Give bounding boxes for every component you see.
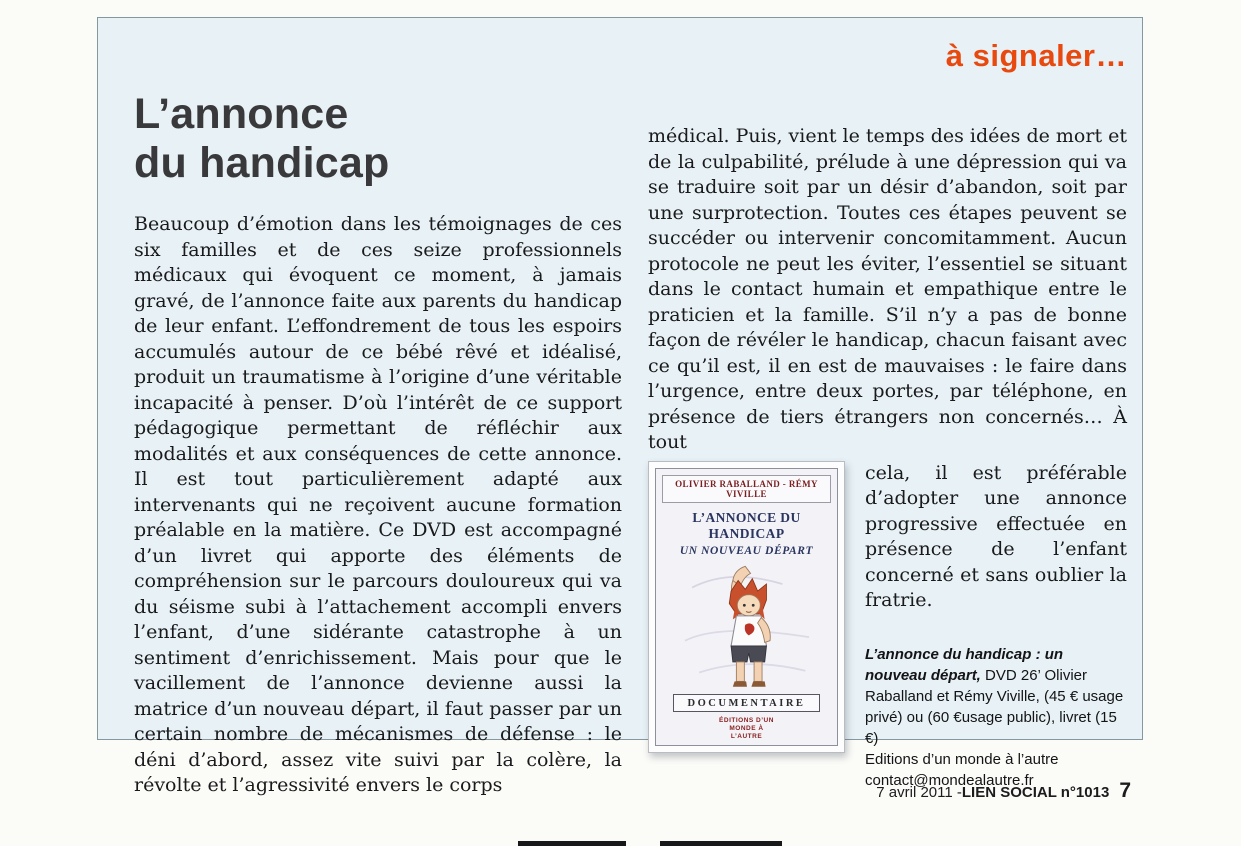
right-column bbox=[648, 124, 1127, 791]
caption-publisher: Editions d’un monde à l’autre bbox=[865, 750, 1059, 768]
section-label: à signaler… bbox=[945, 38, 1127, 73]
caption-body: DVD 26’ Olivier Raballand et Rémy Viville, (45 € usage privé) ou (60 €usage public), livret (15 €) bbox=[865, 666, 1124, 747]
beside-cover bbox=[845, 461, 1127, 791]
caption-title: L’annonce du handicap : un nouveau départ, bbox=[865, 645, 1064, 684]
scan-artifact bbox=[518, 841, 626, 846]
article-title-line2: du handicap bbox=[134, 139, 390, 187]
cover-authors: OLIVIER RABALLAND - RÉMY VIVILLE bbox=[662, 475, 831, 503]
footer-page-number: 7 bbox=[1119, 779, 1131, 802]
caption-contact: contact@mondealautre.fr bbox=[865, 771, 1034, 789]
article-columns bbox=[134, 90, 1127, 799]
article-title-line1: L’annonce bbox=[134, 90, 349, 138]
left-column bbox=[134, 90, 622, 799]
cover-title: L’ANNONCE DU HANDICAP bbox=[692, 509, 801, 541]
footer-magazine: LIEN SOCIAL n°1013 bbox=[961, 784, 1110, 801]
media-row bbox=[648, 461, 1127, 791]
left-column-paragraph: Beaucoup d’émotion dans les témoignages de ces six familles et de ces seize professionnels médicaux qui évoquent ce moment, à jamais gravé, de l’annonce faite aux parents du handicap de leur enfant. L’effondrement de tous les espoirs accumulés autour de ce bébé rêvé et idéalisé, produit un traumatisme à l’origine d’une véritable incapacité à penser. D’où l’intérêt de ce support pédagogique permettant de réfléchir aux modalités et aux conséquences de cette annonce. Il est tout particulièrement adapté aux intervenants qui ne reçoivent aucune formation préalable en la matière. Ce DVD est accompagné d’un livret qui apporte des éléments de compréhension sur le parcours douloureux qui va du séisme subi à l’attachement accompli envers l’enfant, d’une sidérante catastrophe à un sentiment d’enrichissement. Mais pour que le vacillement de l’annonce devienne aussi la matrice d’un nouveau départ, il faut passer par un certain nombre de mécanismes de défense : le déni d’abord, assez vite suivi par la colère, la révolte et l’agressivité envers le corps bbox=[134, 213, 622, 796]
dvd-caption bbox=[865, 644, 1127, 791]
article-title bbox=[134, 90, 622, 188]
page-footer bbox=[876, 779, 1131, 803]
dvd-cover bbox=[648, 461, 845, 753]
right-column-paragraph-top: médical. Puis, vient le temps des idées de mort et de la culpabilité, prélude à une dépression qui va se traduire soit par un désir d’abandon, soit par une surprotection. Toutes ces étapes peuvent se succéder ou intervenir concomitamment. Aucun protocole ne peut les éviter, l’essentiel se situant dans le contact humain et empathique entre le praticien et la famille. S’il n’y a pas de bonne façon de révéler le handicap, chacun faisant avec ce qu’il est, il en est de mauvaises : le faire dans l’urgence, entre deux portes, par téléphone, en présence de tiers étrangers non concernés… À tout bbox=[648, 125, 1127, 453]
cover-subtitle: UN NOUVEAU DÉPART bbox=[679, 544, 814, 557]
dvd-cover-inner bbox=[655, 468, 838, 746]
cover-publisher-logo: ÉDITIONS D’UN MONDE À L’AUTRE bbox=[719, 716, 774, 740]
right-column-paragraph-wrap: cela, il est préférable d’adopter une annonce progressive effectuée en présence de l’enfant concerné et sans oublier la fratrie. bbox=[865, 461, 1127, 611]
cover-genre: DOCUMENTAIRE bbox=[673, 694, 821, 712]
scan-artifact bbox=[660, 841, 782, 846]
girl-illustration bbox=[667, 561, 827, 692]
footer-date: 7 avril 2011 - bbox=[876, 784, 962, 801]
